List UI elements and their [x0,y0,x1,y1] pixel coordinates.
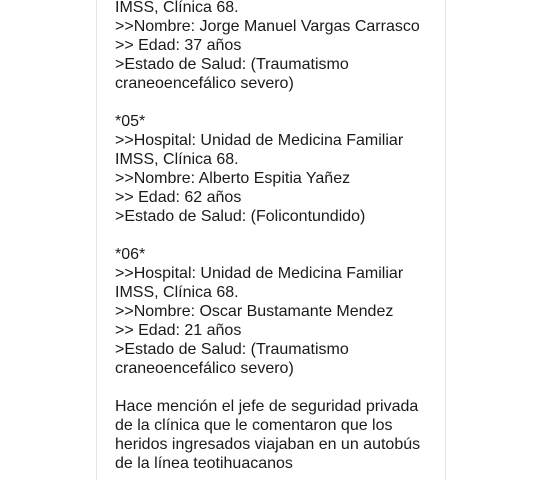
message-panel [96,0,446,480]
message-line: IMSS, Clínica 68. [115,0,239,16]
blank-line [115,378,445,397]
message-line: IMSS, Clínica 68. [115,151,239,168]
message-line: >> Edad: 37 años [115,37,242,54]
message-line: >>Nombre: Alberto Espitia Yañez [115,170,351,187]
message-body [115,0,445,473]
message-line: >>Hospital: Unidad de Medicina Familiar [115,132,404,149]
message-line: *05* [115,113,146,130]
message-line: >>Nombre: Oscar Bustamante Mendez [115,303,394,320]
message-line: >Estado de Salud: (Folicontundido) [115,208,366,225]
message-line: IMSS, Clínica 68. [115,284,239,301]
message-line: *06* [115,246,146,263]
message-line: de la clínica que le comentaron que los [115,417,393,434]
blank-line [115,93,445,112]
message-line: craneoencefálico severo) [115,360,294,377]
message-line: heridos ingresados viajaban en un autobús [115,436,421,453]
message-line: >Estado de Salud: (Traumatismo [115,341,349,358]
message-line: >>Nombre: Jorge Manuel Vargas Carrasco [115,18,420,35]
message-line: de la línea teotihuacanos [115,455,293,472]
message-line: >>Hospital: Unidad de Medicina Familiar [115,265,404,282]
message-line: >> Edad: 62 años [115,189,242,206]
message-line: craneoencefálico severo) [115,75,294,92]
blank-line [115,226,445,245]
message-line: >Estado de Salud: (Traumatismo [115,56,349,73]
message-line: Hace mención el jefe de seguridad privada [115,398,419,415]
message-line: >> Edad: 21 años [115,322,242,339]
